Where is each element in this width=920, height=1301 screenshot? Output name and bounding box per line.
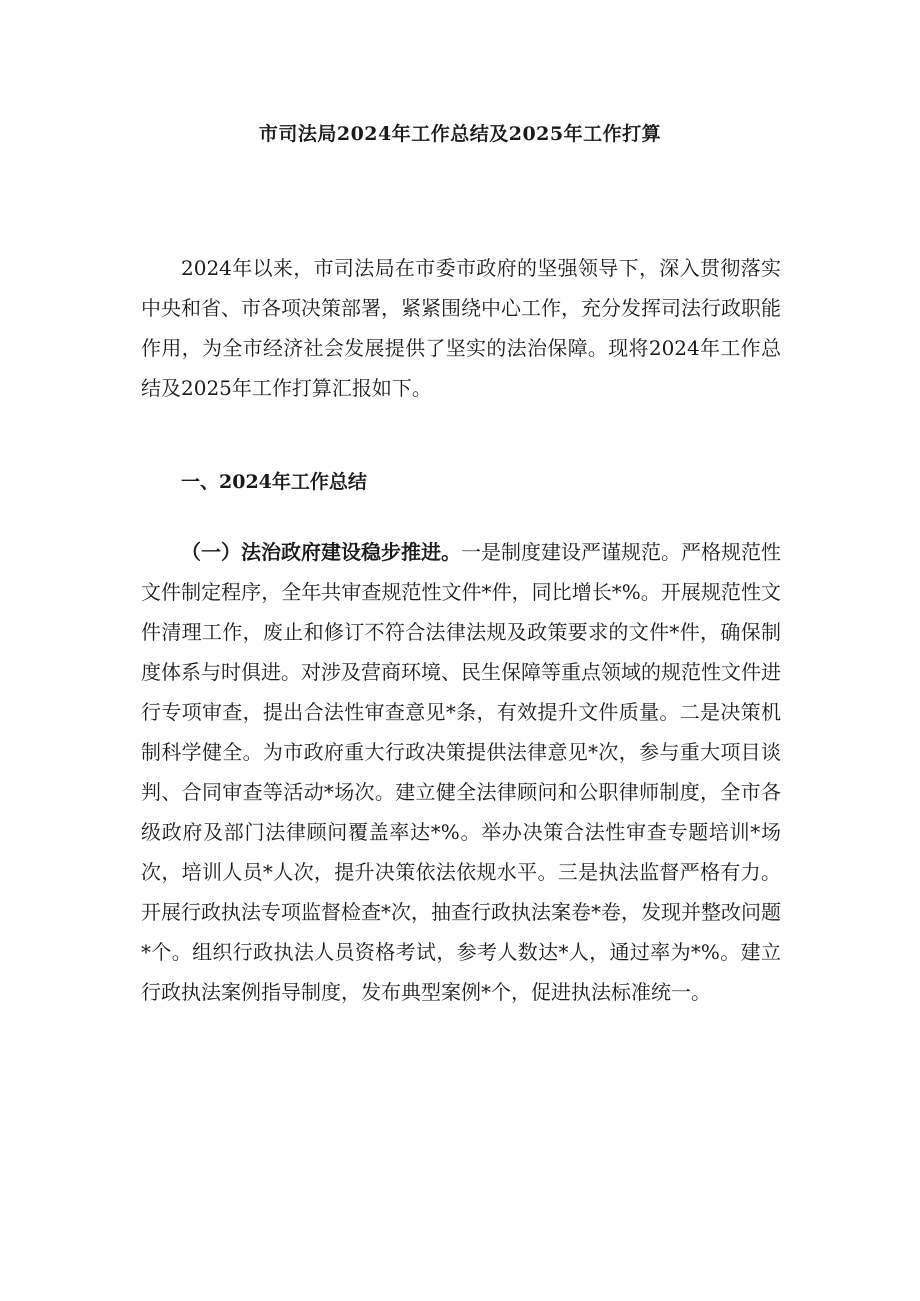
subsection-lead-1: （一）法治政府建设稳步推进。	[181, 540, 461, 564]
subsection-body-1: 一是制度建设严谨规范。严格规范性文件制定程序，全年共审查规范性文件*件，同比增长*%。开展规范性文件清理工作，废止和修订不符合法律法规及政策要求的文件*件，确保制度体系与时俱进。对涉及营商环境、民生保障等重点领域的规范性文件进行专项审查，提出合法性审查意见*条，有效提升文件质量。二是决策机制科学健全。为市政府重大行政决策提供法律意见*次，参与重大项目谈判、合同审查等活动*场次。建立健全法律顾问和公职律师制度，全市各级政府及部门法律顾问覆盖率达*%。举办决策合法性审查专题培训*场次，培训人员*人次，提升决策依法依规水平。三是执法监督严格有力。开展行政执法专项监督检查*次，抽查行政执法案卷*卷，发现并整改问题*个。组织行政执法人员资格考试，参考人数达*人，通过率为*%。建立行政执法案例指导制度，发布典型案例*个，促进执法标准统一。	[141, 540, 781, 1004]
subsection-paragraph-1	[141, 532, 781, 1012]
intro-paragraph: 2024年以来，市司法局在市委市政府的坚强领导下，深入贯彻落实中央和省、市各项决策部署，紧紧围绕中心工作，充分发挥司法行政职能作用，为全市经济社会发展提供了坚实的法治保障。现将2024年工作总结及2025年工作打算汇报如下。	[141, 256, 781, 400]
section-heading-1: 一、2024年工作总结	[181, 471, 367, 493]
document-title: 市司法局2024年工作总结及2025年工作打算	[258, 123, 662, 145]
